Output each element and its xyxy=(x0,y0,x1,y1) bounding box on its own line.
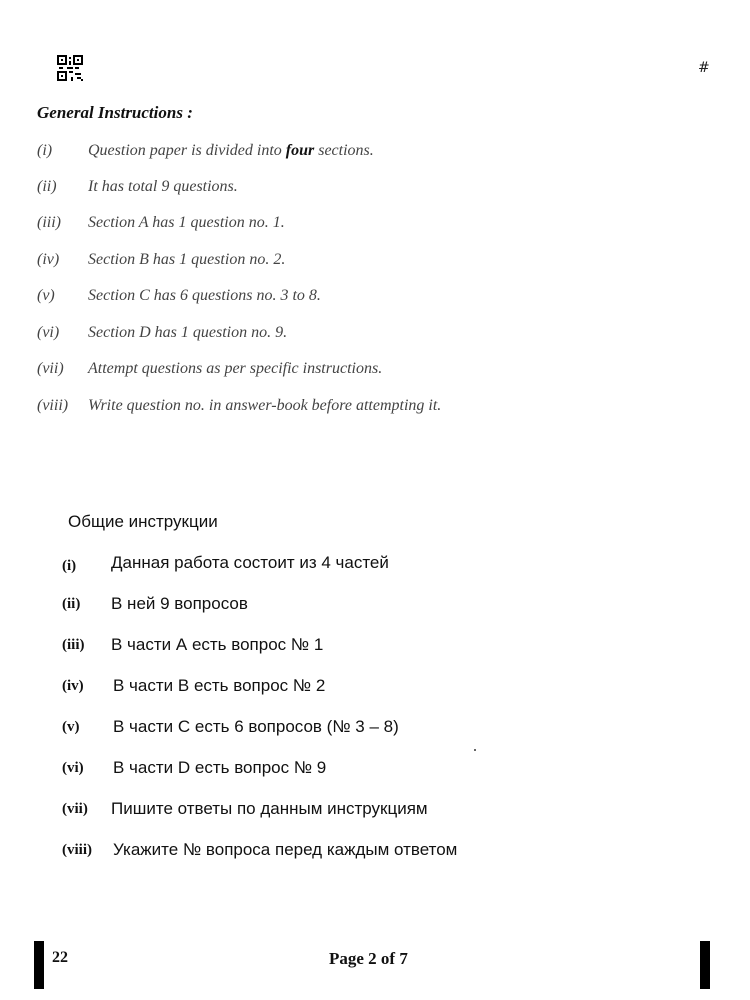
item-number: (iii) xyxy=(37,214,61,231)
item-text: В части B есть вопрос № 2 xyxy=(113,676,326,695)
item-number: (i) xyxy=(62,558,77,574)
item-text: Пишите ответы по данным инструкциям xyxy=(111,799,428,818)
item-text: Attempt questions as per specific instructions. xyxy=(88,360,383,377)
item-number: (vii) xyxy=(62,801,88,817)
item-text: Write question no. in answer-book before attempting it. xyxy=(88,397,442,414)
item-number: (v) xyxy=(37,287,55,304)
item-text: В части C есть 6 вопросов (№ 3 – 8) xyxy=(113,717,399,736)
item-number: (ii) xyxy=(62,596,81,612)
english-instructions-title: General Instructions : xyxy=(37,103,193,122)
qr-code xyxy=(57,55,83,81)
item-number: (viii) xyxy=(37,397,69,414)
item-number: (ii) xyxy=(37,178,57,195)
russian-instructions-title: Общие инструкции xyxy=(68,512,218,531)
footer-right-bar xyxy=(700,941,710,989)
item-text: Данная работа состоит из 4 частей xyxy=(111,553,389,572)
item-number: (i) xyxy=(37,142,53,159)
item-text: Section A has 1 question no. 1. xyxy=(88,214,285,231)
item-text: Section C has 6 questions no. 3 to 8. xyxy=(88,287,321,304)
item-number: (iv) xyxy=(37,251,60,268)
item-text: В ней 9 вопросов xyxy=(111,594,248,613)
item-text: В части А есть вопрос № 1 xyxy=(111,635,324,654)
item-number: (iii) xyxy=(62,637,85,653)
footer-left-bar xyxy=(34,941,44,989)
item-number: (viii) xyxy=(62,842,92,858)
item-number: (vii) xyxy=(37,360,64,377)
emphasis-text: four xyxy=(285,142,315,159)
item-text: Section D has 1 question no. 9. xyxy=(88,324,288,341)
item-text: It has total 9 questions. xyxy=(88,178,238,195)
item-text: Question paper is divided into four sections. xyxy=(88,142,374,159)
item-number: (v) xyxy=(62,719,80,735)
footer-code: 22 xyxy=(52,949,68,966)
item-text: Section B has 1 question no. 2. xyxy=(88,251,286,268)
item-number: (vi) xyxy=(62,760,84,776)
page-marker: # xyxy=(698,60,710,76)
item-text: В части D есть вопрос № 9 xyxy=(113,758,327,777)
stray-mark xyxy=(474,749,476,751)
item-number: (iv) xyxy=(62,678,84,694)
page-number: Page 2 of 7 xyxy=(329,949,408,968)
item-number: (vi) xyxy=(37,324,60,341)
item-text: Укажите № вопроса перед каждым ответом xyxy=(113,840,458,859)
